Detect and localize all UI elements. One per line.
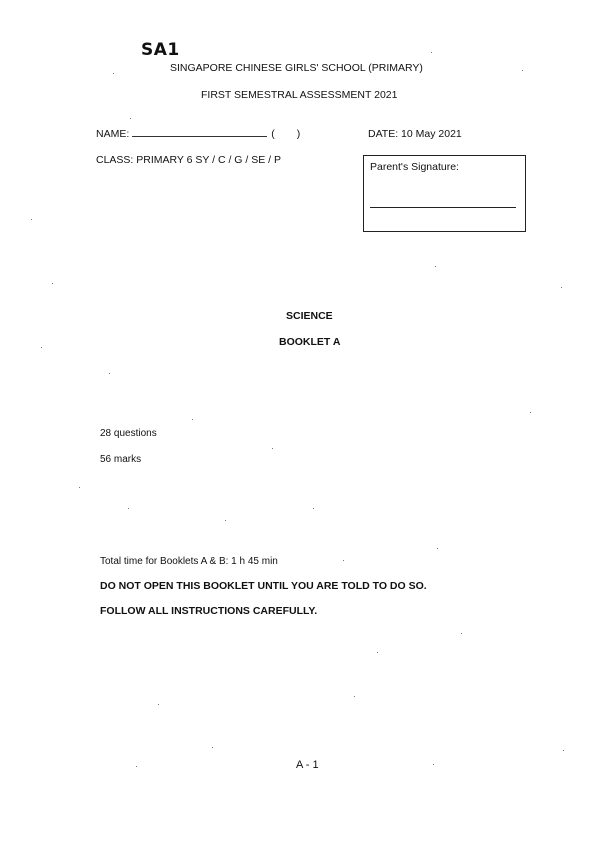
scan-speck	[41, 347, 42, 348]
scan-speck	[79, 487, 80, 488]
name-row	[96, 128, 300, 140]
scan-speck	[313, 508, 314, 509]
scan-speck	[109, 373, 110, 374]
school-name: SINGAPORE CHINESE GIRLS' SCHOOL (PRIMARY)	[170, 62, 423, 74]
parent-signature-box	[363, 155, 526, 232]
name-label: NAME:	[96, 128, 130, 140]
scan-speck	[530, 412, 531, 413]
scan-speck	[225, 520, 226, 521]
scan-speck	[354, 696, 355, 697]
register-number-open: (	[271, 128, 275, 140]
scan-speck	[343, 560, 344, 561]
scan-speck	[461, 633, 462, 634]
scan-speck	[212, 747, 213, 748]
name-blank-line	[132, 128, 267, 137]
scan-speck	[272, 448, 273, 449]
scan-speck	[158, 704, 159, 705]
signature-line	[370, 207, 516, 208]
scan-speck	[128, 508, 129, 509]
parent-signature-label: Parent's Signature:	[370, 161, 459, 173]
assessment-title: FIRST SEMESTRAL ASSESSMENT 2021	[201, 89, 398, 101]
time-allowed: Total time for Booklets A & B: 1 h 45 min	[100, 556, 278, 567]
scan-speck	[31, 219, 32, 220]
scan-speck	[563, 750, 564, 751]
total-marks: 56 marks	[100, 454, 142, 465]
scan-speck	[522, 70, 523, 71]
scan-speck	[437, 548, 438, 549]
register-number-close: )	[296, 128, 301, 140]
class-options: CLASS: PRIMARY 6 SY / C / G / SE / P	[96, 154, 281, 166]
scan-speck	[52, 283, 53, 284]
subject-title: SCIENCE	[286, 310, 333, 322]
stamp-label: SA1	[141, 40, 180, 60]
scan-speck	[192, 419, 193, 420]
scan-speck	[130, 118, 131, 119]
scan-speck	[431, 52, 432, 53]
scan-speck	[377, 652, 378, 653]
scan-speck	[435, 266, 436, 267]
page-number: A - 1	[296, 759, 319, 771]
scan-speck	[136, 766, 137, 767]
scan-speck	[561, 287, 562, 288]
exam-date: DATE: 10 May 2021	[368, 128, 462, 140]
instruction-do-not-open: DO NOT OPEN THIS BOOKLET UNTIL YOU ARE TOLD TO DO SO.	[100, 580, 427, 592]
scan-speck	[113, 73, 114, 74]
scan-speck	[433, 764, 434, 765]
question-count: 28 questions	[100, 428, 157, 439]
instruction-follow: FOLLOW ALL INSTRUCTIONS CAREFULLY.	[100, 605, 318, 617]
booklet-title: BOOKLET A	[279, 336, 341, 348]
